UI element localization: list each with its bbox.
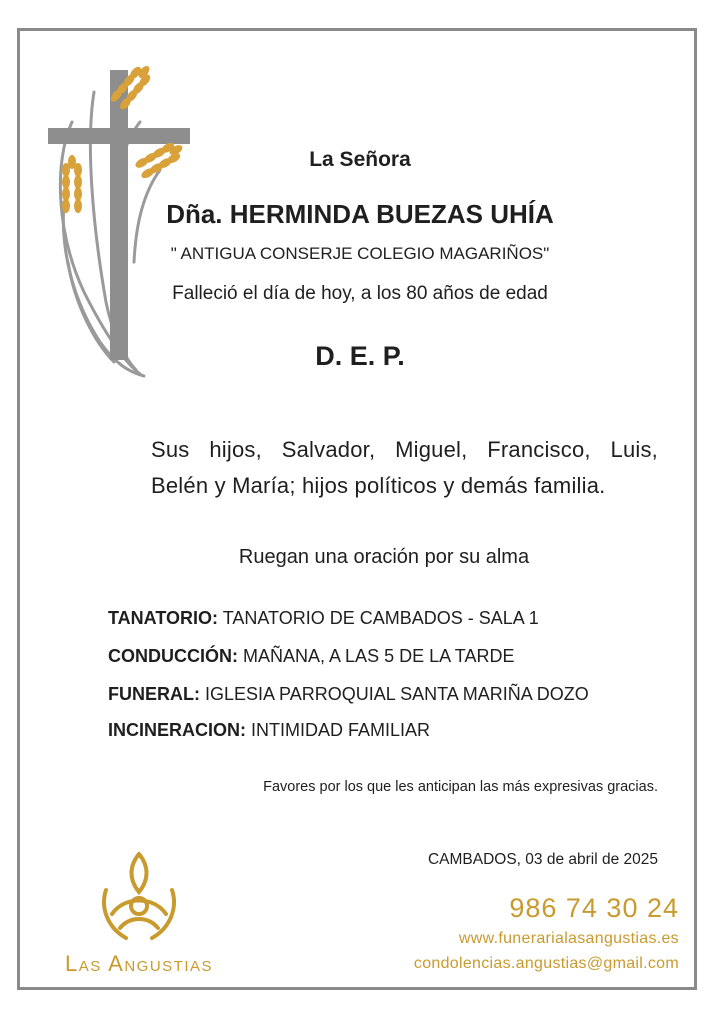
deceased-role: " ANTIGUA CONSERJE COLEGIO MAGARIÑOS" <box>170 244 550 263</box>
detail-value: IGLESIA PARROQUIAL SANTA MARIÑA DOZO <box>205 684 589 704</box>
deceased-name: Dña. HERMINDA BUEZAS UHÍA <box>166 199 554 229</box>
detail-label: INCINERACION: <box>108 720 246 740</box>
place-date: CAMBADOS, 03 de abril de 2025 <box>427 851 658 868</box>
prayer-request: Ruegan una oración por su alma <box>238 546 530 568</box>
cross-horizontal <box>48 128 190 144</box>
contact-phone[interactable]: 986 74 30 24 <box>509 893 679 923</box>
brand-name: Las Angustias <box>65 951 213 976</box>
detail-label: CONDUCCIÓN: <box>108 646 238 666</box>
detail-value: TANATORIO DE CAMBADOS - SALA 1 <box>222 608 539 628</box>
death-note: Falleció el día de hoy, a los 80 años de edad <box>172 283 548 304</box>
contact-email-link[interactable]: condolencias.angustias@gmail.com <box>413 955 679 972</box>
detail-label: FUNERAL: <box>108 684 200 704</box>
detail-value: MAÑANA, A LAS 5 DE LA TARDE <box>243 646 515 666</box>
detail-conduccion <box>108 646 514 667</box>
detail-incineracion <box>108 720 430 741</box>
notice-salutation: La Señora <box>309 148 411 171</box>
detail-tanatorio <box>108 608 539 629</box>
family-line-1: Sus hijos, Salvador, Miguel, Francisco, Luis, <box>151 437 658 462</box>
family-line-2: Belén y María; hijos políticos y demás familia. <box>151 473 606 498</box>
detail-label: TANATORIO: <box>108 608 218 628</box>
dep-heading: D. E. P. <box>315 341 405 371</box>
detail-value: INTIMIDAD FAMILIAR <box>251 720 431 740</box>
contact-web-link[interactable]: www.funerarialasangustias.es <box>458 930 679 947</box>
detail-funeral <box>108 684 589 705</box>
cross-vertical <box>110 70 128 360</box>
las-angustias-logo-icon <box>96 852 182 944</box>
thanks-note: Favores por los que les anticipan las más expresivas gracias. <box>263 779 658 795</box>
